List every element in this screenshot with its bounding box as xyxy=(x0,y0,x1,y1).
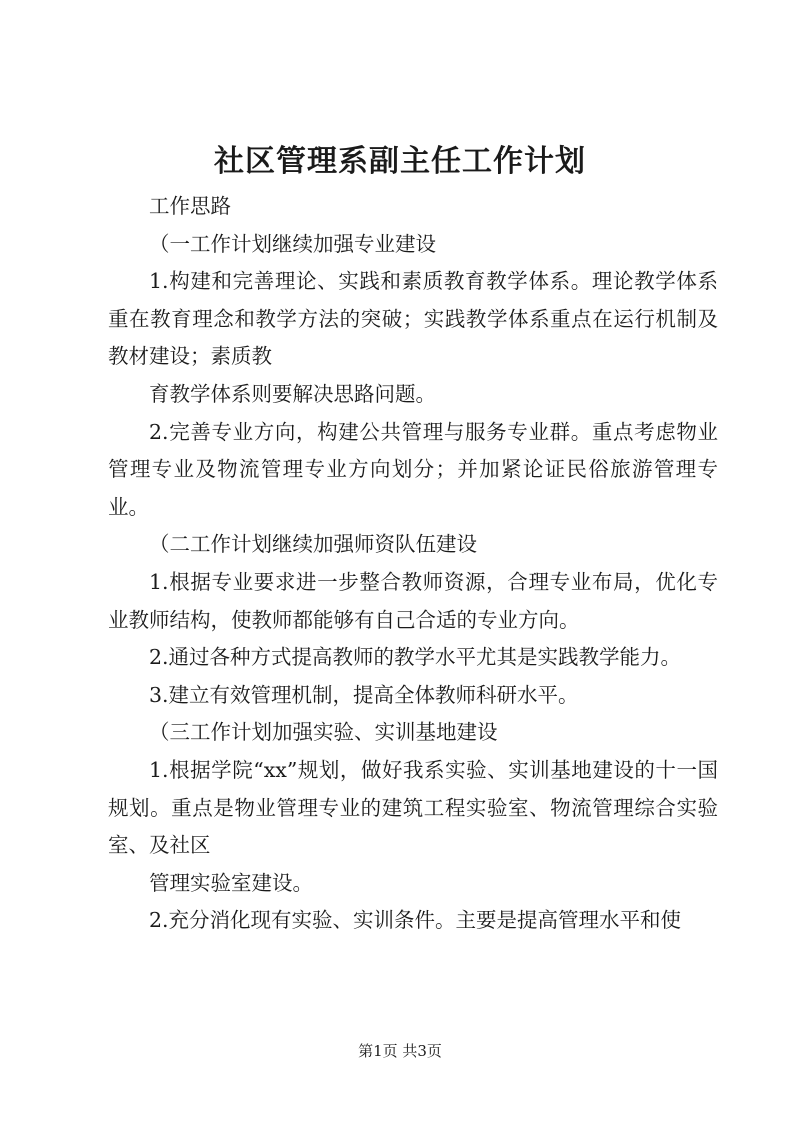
paragraph-section-2-heading: （二工作计划继续加强师资队伍建设 xyxy=(149,532,477,557)
paragraph-section-3-heading: （三工作计划加强实验、实训基地建设 xyxy=(149,720,498,745)
paragraph-section-2-item-1: 1.根据专业要求进一步整合教师资源，合理专业布局，优化专业教师结构，使教师都能够有自己合适的专业方向。 xyxy=(108,569,718,632)
paragraph-section-3-item-1-cont: 管理实验室建设。 xyxy=(149,870,313,895)
paragraph-section-1-item-2: 2.完善专业方向，构建公共管理与服务专业群。重点考虑物业管理专业及物流管理专业方向划分；并加紧论证民俗旅游管理专业。 xyxy=(108,419,718,519)
paragraph-section-2-item-3: 3.建立有效管理机制，提高全体教师科研水平。 xyxy=(149,682,579,707)
paragraph-heading-work-ideas: 工作思路 xyxy=(149,194,231,218)
paragraph-section-1-heading: （一工作计划继续加强专业建设 xyxy=(149,231,436,256)
paragraph-section-2-item-2: 2.通过各种方式提高教师的教学水平尤其是实践教学能力。 xyxy=(149,645,682,670)
paragraph-section-1-item-1: 1.构建和完善理论、实践和素质教育教学体系。理论教学体系重在教育理念和教学方法的突破；实践教学体系重点在运行机制及教材建设；素质教 xyxy=(108,269,718,369)
document-body xyxy=(108,188,718,940)
page-number-footer: 第1页 共3页 xyxy=(358,1042,442,1060)
paragraph-section-3-item-1: 1.根据学院“xx”规划，做好我系实验、实训基地建设的十一国规划。重点是物业管理专业的建筑工程实验室、物流管理综合实验室、及社区 xyxy=(108,757,718,858)
document-title: 社区管理系副主任工作计划 xyxy=(214,144,586,179)
paragraph-section-3-item-2: 2.充分消化现有实验、实训条件。主要是提高管理水平和使 xyxy=(149,908,682,933)
paragraph-section-1-item-1-cont: 育教学体系则要解决思路问题。 xyxy=(149,381,436,406)
